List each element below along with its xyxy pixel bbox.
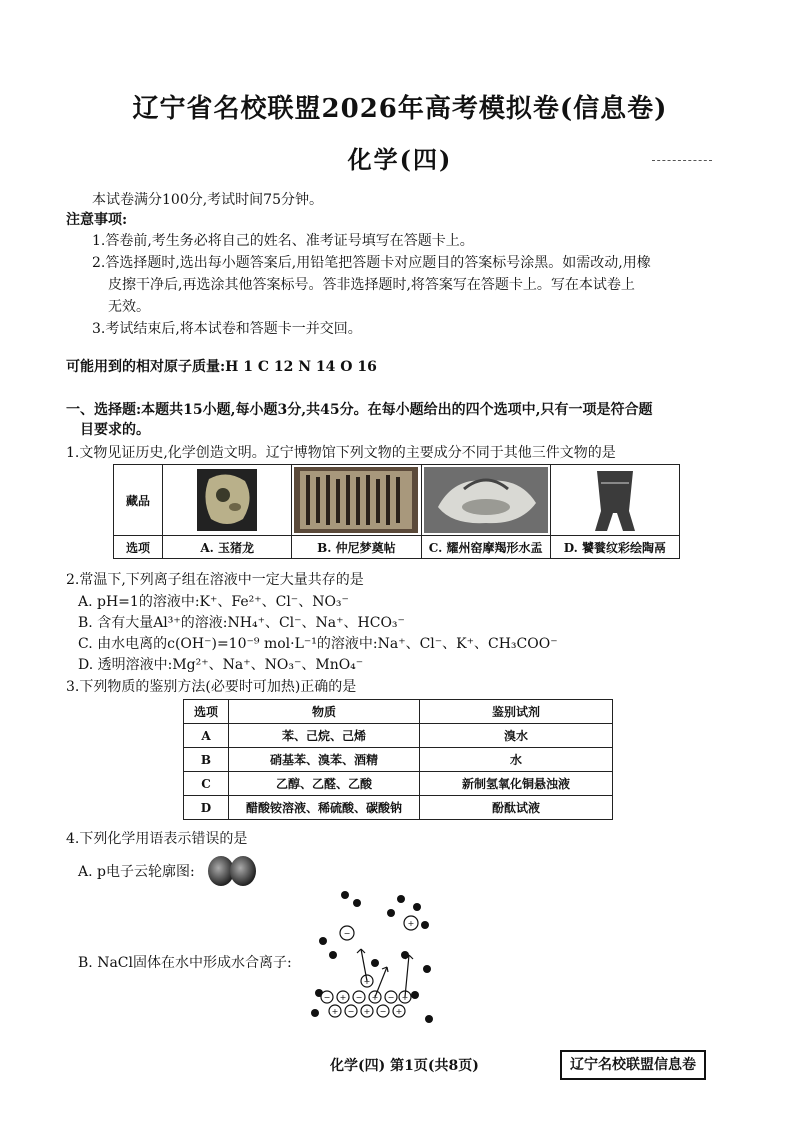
note-2-line-2: 皮擦干净后,再选涂其他答案标号。答非选择题时,将答案写在答题卡上。写在本试卷上 [108,277,635,293]
q3-cell: B [184,748,229,772]
relic-image-water-vessel [421,465,550,536]
svg-text:+: + [339,993,347,1002]
q2-option-b: B. 含有大量Al³⁺的溶液:NH₄⁺、Cl⁻、Na⁺、HCO₃⁻ [78,615,405,631]
q3-header-reagent: 鉴别试剂 [420,700,613,724]
section-heading-line-2: 目要求的。 [80,422,150,438]
q3-header-option: 选项 [184,700,229,724]
q3-cell: A [184,724,229,748]
page-subtitle: 化学(四) [347,145,453,174]
notes-heading: 注意事项: [66,212,128,228]
q3-stem: 3.下列物质的鉴别方法(必要时可加热)正确的是 [66,679,357,695]
section-heading-line-1: 一、选择题:本题共15小题,每小题3分,共45分。在每小题给出的四个选项中,只有一项是符合题 [66,402,653,418]
q1-row-label-relic: 藏品 [114,465,163,536]
watermark-stamp: 辽宁名校联盟信息卷 [560,1050,706,1080]
note-3: 3.考试结束后,将本试卷和答题卡一并交回。 [92,321,362,337]
q2-option-d: D. 透明溶液中:Mg²⁺、Na⁺、NO₃⁻、MnO₄⁻ [78,657,364,673]
q1-row-label-option: 选项 [114,536,163,559]
table-row [184,748,613,772]
table-row [184,724,613,748]
table-row [184,796,613,820]
q3-header-substance: 物质 [229,700,420,724]
q2-stem: 2.常温下,下列离子组在溶液中一定大量共存的是 [66,572,364,588]
q3-cell: 醋酸铵溶液、稀硫酸、碳酸钠 [229,796,420,820]
relic-image-calligraphy [292,465,421,536]
svg-text:+: + [401,993,409,1002]
svg-text:−: − [379,1007,387,1016]
q1-option-c: C. 耀州窑摩羯形水盂 [421,536,550,559]
relic-image-pottery-li [550,465,679,536]
svg-text:+: + [407,919,415,928]
q3-cell: 酚酞试液 [420,796,613,820]
q4-stem: 4.下列化学用语表示错误的是 [66,831,248,847]
q1-option-a: A. 玉猪龙 [163,536,292,559]
q2-option-c: C. 由水电离的c(OH⁻)=10⁻⁹ mol·L⁻¹的溶液中:Na⁺、Cl⁻、K⁺、CH₃COO⁻ [78,636,558,652]
q3-cell: 水 [420,748,613,772]
atomic-mass-line: 可能用到的相对原子质量:H 1 C 12 N 14 O 16 [66,359,377,375]
q3-cell: 新制氢氧化铜悬浊液 [420,772,613,796]
dash-mark [652,160,712,161]
q4-option-b: B. NaCl固体在水中形成水合离子: [78,955,292,971]
table-row [184,772,613,796]
svg-text:+: + [371,993,379,1002]
q3-cell: 硝基苯、溴苯、酒精 [229,748,420,772]
q1-stem: 1.文物见证历史,化学创造文明。辽宁博物馆下列文物的主要成分不同于其他三件文物的是 [66,445,616,461]
svg-text:−: − [343,929,351,938]
relic-image-jade-pig-dragon [163,465,292,536]
full-score-text: 本试卷满分100分,考试时间75分钟。 [92,192,323,208]
page-title: 辽宁省名校联盟2026年高考模拟卷(信息卷) [132,94,668,124]
svg-text:−: − [355,993,363,1002]
q1-relic-table [113,464,680,559]
q3-cell: D [184,796,229,820]
note-2-line-1: 2.答选择题时,选出每小题答案后,用铅笔把答题卡对应题目的答案标号涂黑。如需改动,用橡 [92,255,651,271]
svg-text:+: + [395,1007,403,1016]
page-footer: 化学(四) 第1页(共8页) [330,1058,479,1074]
q2-option-a: A. pH=1的溶液中:K⁺、Fe²⁺、Cl⁻、NO₃⁻ [78,594,349,610]
q1-option-d: D. 饕餮纹彩绘陶鬲 [550,536,679,559]
svg-text:+: + [363,1007,371,1016]
svg-text:−: − [347,1007,355,1016]
note-2-line-3: 无效。 [108,299,150,315]
p-orbital-icon [206,854,258,888]
q1-option-b: B. 仲尼梦奠帖 [292,536,421,559]
q3-cell: 苯、己烷、己烯 [229,724,420,748]
svg-text:+: + [363,977,371,986]
note-1: 1.答卷前,考生务必将自己的姓名、准考证号填写在答题卡上。 [92,233,474,249]
svg-text:−: − [323,993,331,1002]
q3-cell: 乙醇、乙醛、乙酸 [229,772,420,796]
q3-cell: 溴水 [420,724,613,748]
hydrated-ions-diagram [305,885,440,1035]
q3-cell: C [184,772,229,796]
svg-text:−: − [387,993,395,1002]
q4-option-a: A. p电子云轮廓图: [78,864,195,880]
svg-text:+: + [331,1007,339,1016]
q3-table [183,699,613,820]
